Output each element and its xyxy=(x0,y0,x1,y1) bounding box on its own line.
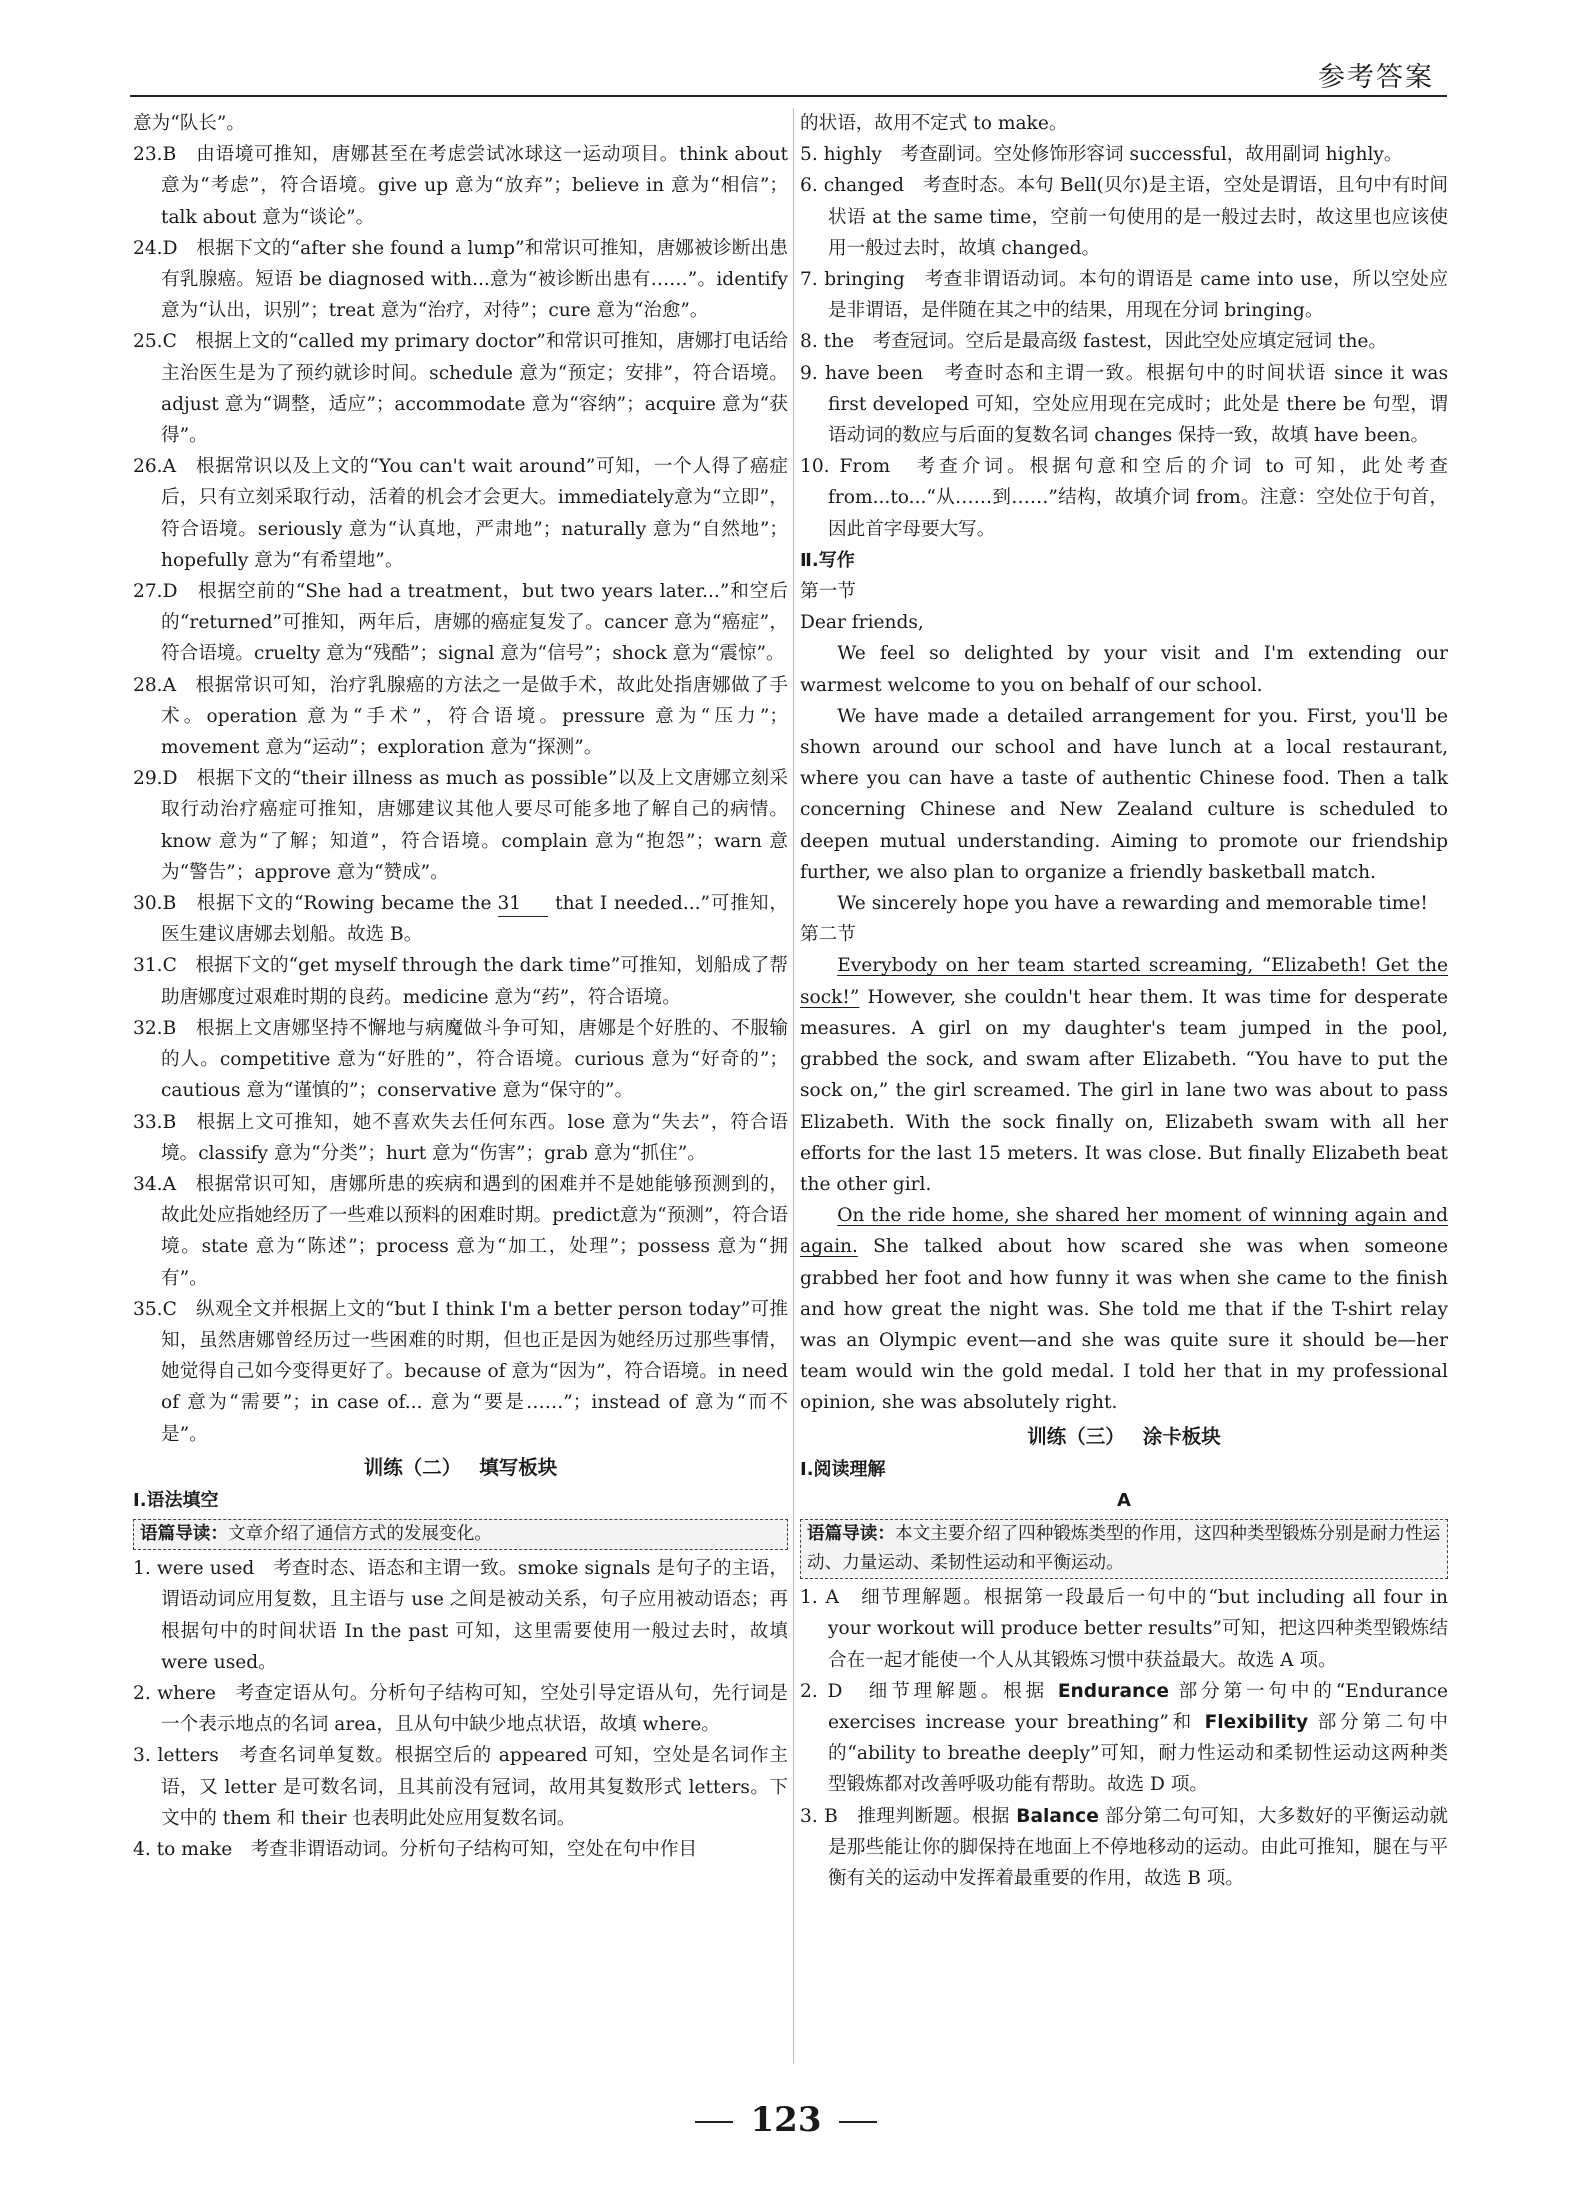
story-text: She talked about how scared she was when someone grabbed her foot and how funny it was when she came to the finish and how great the night was. She told me that if the T-shirt relay was an Olympic event—and she was quite sure it should be—her team would win the gold medal. I told her that in my professional opinion, she was absolutely right. xyxy=(800,1236,1448,1414)
answer-item: 29.D 根据下文的“their illness as much as possible”以及上文唐娜立刻采取行动治疗癌症可推知，唐娜建议其他人要尽可能多地了解自己的病情。know 意为“了解；知道”，符合语境。complain 意为“抱怨”；warn 意为“警告”；approve 意为“赞成”。 xyxy=(133,768,788,883)
training-3-title: 训练（三） xyxy=(1027,1424,1125,1448)
reading-answer xyxy=(800,1676,1448,1801)
column-divider xyxy=(793,108,794,2063)
story-paragraph xyxy=(800,950,1448,1200)
letter-paragraph: We feel so delighted by your visit and I'm extending our warmest welcome to you on behalf of our school. xyxy=(800,643,1448,696)
page-number-value: 123 xyxy=(750,2100,822,2140)
right-column xyxy=(800,108,1448,1894)
reading-answer: 1. A 细节理解题。根据第一段最后一句中的“but including all four in your workout will produce better results”可知，把这四种类型锻炼结合在一起才能使一个人从其锻炼习惯中获益最大。故选 A 项。 xyxy=(800,1587,1448,1671)
grammar-item: 6. changed 考查时态。本句 Bell(贝尔)是主语，空处是谓语，且句中有时间状语 at the same time，空前一句使用的是一般过去时，故这里也应该使用一般过去时，故填 changed。 xyxy=(800,175,1448,259)
letter-paragraph: We have made a detailed arrangement for you. First, you'll be shown around our school and have lunch at a local restaurant, where you can have a taste of authentic Chinese food. Then a talk concerning Chinese and New Zealand culture is scheduled to deepen mutual understanding. Aiming to promote our friendship further, we also plan to organize a friendly basketball match. xyxy=(800,705,1448,883)
answer-item: 24.D 根据下文的“after she found a lump”和常识可推知，唐娜被诊断出患有乳腺癌。短语 be diagnosed with...意为“被诊断出患有……”。identify 意为“认出，识别”；treat 意为“治疗，对待”；cure 意为“治愈”。 xyxy=(133,237,788,322)
training-3-subtitle: 涂卡板块 xyxy=(1142,1424,1221,1448)
story-text: However, she couldn't hear them. It was time for desperate measures. A girl on my daughter's team jumped in the pool, grabbed the sock, and swam after Elizabeth. “You have to put the sock on,” the girl screamed. The girl in lane two was about to pass Elizabeth. With the sock finally on, Elizabeth swam with all her efforts for the last 15 meters. It was close. But finally Elizabeth beat the other girl. xyxy=(800,986,1448,1195)
keyword: Balance xyxy=(1016,1805,1099,1827)
answer-text: 2. D 细节理解题。根据 xyxy=(800,1680,1058,1702)
letter-paragraph: We sincerely hope you have a rewarding and memorable time! xyxy=(837,893,1428,915)
grammar-item: 5. highly 考查副词。空处修饰形容词 successful，故用副词 highly。 xyxy=(800,144,1403,166)
page-number-dash xyxy=(839,2121,877,2123)
answer-item: 34.A 根据常识可知，唐娜所患的疾病和遇到的困难并不是她能够预测到的，故此处应指她经历了一些难以预料的困难时期。predict意为“预测”，符合语境。state 意为“陈述”；process 意为“加工，处理”；possess 意为“拥有”。 xyxy=(133,1173,788,1289)
answer-item: 32.B 根据上文唐娜坚持不懈地与病魔做斗争可知，唐娜是个好胜的、不服输的人。competitive 意为“好胜的”，符合语境。curious 意为“好奇的”；cautious 意为“谨慎的”；conservative 意为“保守的”。 xyxy=(133,1017,788,1102)
training-2-subtitle: 填写板块 xyxy=(479,1455,558,1479)
grammar-item: 3. letters 考查名词单复数。根据空后的 appeared 可知，空处是名词作主语，又 letter 是可数名词，且其前没有冠词，故用其复数形式 letters。下文中的 them 和 their 也表明此处应用复数名词。 xyxy=(133,1745,788,1829)
page-number-dash xyxy=(695,2121,733,2123)
keyword: Endurance xyxy=(1057,1680,1169,1702)
writing-section-title: Ⅱ.写作 xyxy=(800,549,855,571)
answer-text: 部分第二句可知，大多数好的平衡运动就是那些能让你的脚保持在地面上不停地移动的运动。由此可推知，腿在与平衡有关的运动中发挥着最重要的作用，故选 B 项。 xyxy=(828,1805,1448,1889)
answer-item: 27.D 根据空前的“She had a treatment，but two years later...”和空后的“returned”可推知，两年后，唐娜的癌症复发了。cancer 意为“癌症”，符合语境。cruelty 意为“残酷”；signal 意为“信号”；shock 意为“震惊”。 xyxy=(133,581,788,665)
answer-continuation: 的状语，故用不定式 to make。 xyxy=(800,113,1068,134)
grammar-item: 2. where 考查定语从句。分析句子结构可知，空处引导定语从句，先行词是一个表示地点的名词 area，且从句中缺少地点状语，故填 where。 xyxy=(133,1682,788,1736)
given-opening-sentence: Everybody on her team started screaming, “Elizabeth! Get the sock!” xyxy=(800,955,1448,1008)
reading-answer xyxy=(800,1801,1448,1895)
answer-item: 31.C 根据下文的“get myself through the dark time”可推知，划船成了帮助唐娜度过艰难时期的良药。medicine 意为“药”，符合语境。 xyxy=(133,955,788,1008)
answer-item: 意为“队长”。 xyxy=(133,113,245,134)
answer-item: 25.C 根据上文的“called my primary doctor”和常识可推知，唐娜打电话给主治医生是为了预约就诊时间。schedule 意为“预定；安排”，符合语境。adjust 意为“调整，适应”；accommodate 意为“容纳”；acquire 意为“获得”。 xyxy=(133,331,788,447)
guide-label: 语篇导读： xyxy=(140,1524,228,1545)
q30-blank: 31 xyxy=(498,892,548,917)
answer-item: 28.A 根据常识可知，治疗乳腺癌的方法之一是做手术，故此处指唐娜做了手术。operation 意为“手术”，符合语境。pressure 意为“压力”；movement 意为“运动”；exploration 意为“探测”。 xyxy=(133,674,788,759)
letter-salutation: Dear friends, xyxy=(800,612,924,634)
page-number xyxy=(0,2100,1572,2140)
writing-part-2-label: 第二节 xyxy=(800,924,856,946)
guide-text: 本文主要介绍了四种锻炼类型的作用，这四种类型锻炼分别是耐力性运动、力量运动、柔韧性运动和平衡运动。 xyxy=(807,1524,1441,1574)
keyword: Flexibility xyxy=(1204,1711,1309,1733)
grammar-item: 1. were used 考查时态、语态和主谓一致。smoke signals 是句子的主语，谓语动词应用复数，且主语与 use 之间是被动关系，句子应用被动语态；再根据句中的时间状语 In the past 可知，这里需要使用一般过去时，故填 were used。 xyxy=(133,1558,788,1673)
grammar-item: 4. to make 考查非谓语动词。分析句子结构可知，空处在句中作目 xyxy=(133,1838,698,1860)
grammar-item: 7. bringing 考查非谓语动词。本句的谓语是 came into use，所以空处应是非谓语，是伴随在其之中的结果，用现在分词 bringing。 xyxy=(800,269,1448,322)
training-2-heading xyxy=(133,1452,788,1483)
story-paragraph xyxy=(800,1200,1448,1418)
q30-before: 30.B 根据下文的“Rowing became the xyxy=(133,893,492,915)
writing-part-1-label: 第一节 xyxy=(800,581,856,603)
answer-item: 33.B 根据上文可推知，她不喜欢失去任何东西。lose 意为“失去”，符合语境。classify 意为“分类”；hurt 意为“伤害”；grab 意为“抓住”。 xyxy=(133,1111,788,1164)
grammar-item: 8. the 考查冠词。空后是最高级 fastest，因此空处应填定冠词 the。 xyxy=(800,331,1388,353)
grammar-guide-box xyxy=(133,1519,788,1550)
reading-guide-box xyxy=(800,1519,1448,1579)
grammar-section-title: Ⅰ.语法填空 xyxy=(133,1489,219,1511)
answer-text: 部分第一句中的“Endurance exercises increase your breathing”和 xyxy=(828,1680,1448,1733)
grammar-item: 10. From 考查介词。根据句意和空后的介词 to 可知，此处考查 from...to...“从……到……”结构，故填介词 from。注意：空处位于句首，因此首字母要大写。 xyxy=(800,456,1448,540)
answer-text: 3. B 推理判断题。根据 xyxy=(800,1805,1017,1827)
header-rule xyxy=(130,95,1447,97)
reading-section-title: Ⅰ.阅读理解 xyxy=(800,1458,886,1480)
answer-item: 23.B 由语境可推知，唐娜甚至在考虑尝试冰球这一运动项目。think about 意为“考虑”，符合语境。give up 意为“放弃”；believe in 意为“相信”；talk about 意为“谈论”。 xyxy=(133,144,788,228)
answer-item: 26.A 根据常识以及上文的“You can't wait around”可知，一个人得了癌症后，只有立刻采取行动，活着的机会才会更大。immediately意为“立即”，符合语境。seriously 意为“认真地，严肃地”；naturally 意为“自然地”；hopefully 意为“有希望地”。 xyxy=(133,456,788,571)
answer-item: 35.C 纵观全文并根据上文的“but I think I'm a better person today”可推知，虽然唐娜曾经历过一些困难的时期，但也正是因为她经历过那些事情，她觉得自己如今变得更好了。because of 意为“因为”，符合语境。in need of 意为“需要”；in case of... 意为“要是……”；instead of 意为“而不是”。 xyxy=(133,1298,788,1445)
q30-after: that I needed...”可推知，医生建议唐娜去划船。故选 B。 xyxy=(161,893,788,946)
training-2-title: 训练（二） xyxy=(363,1455,462,1479)
guide-text: 文章介绍了通信方式的发展变化。 xyxy=(227,1524,492,1545)
training-3-heading xyxy=(800,1421,1448,1452)
given-opening-sentence: On the ride home, she shared her moment of winning again and again. xyxy=(800,1205,1448,1258)
grammar-item: 9. have been 考查时态和主谓一致。根据句中的时间状语 since it was first developed 可知，空处应用现在完成时；此处是 there be 句型，谓语动词的数应与后面的复数名词 changes 保持一致，故填 have been。 xyxy=(800,362,1448,447)
reading-part-label: A xyxy=(1117,1489,1131,1511)
left-column xyxy=(133,108,788,1865)
page-header-title: 参考答案 xyxy=(1318,62,1434,93)
answer-text: 部分第二句中的“ability to breathe deeply”可知，耐力性运动和柔韧性运动这两种类型锻炼都对改善呼吸功能有帮助。故选 D 项。 xyxy=(828,1711,1448,1796)
guide-label: 语篇导读： xyxy=(807,1524,895,1545)
answer-item-30 xyxy=(133,888,788,950)
